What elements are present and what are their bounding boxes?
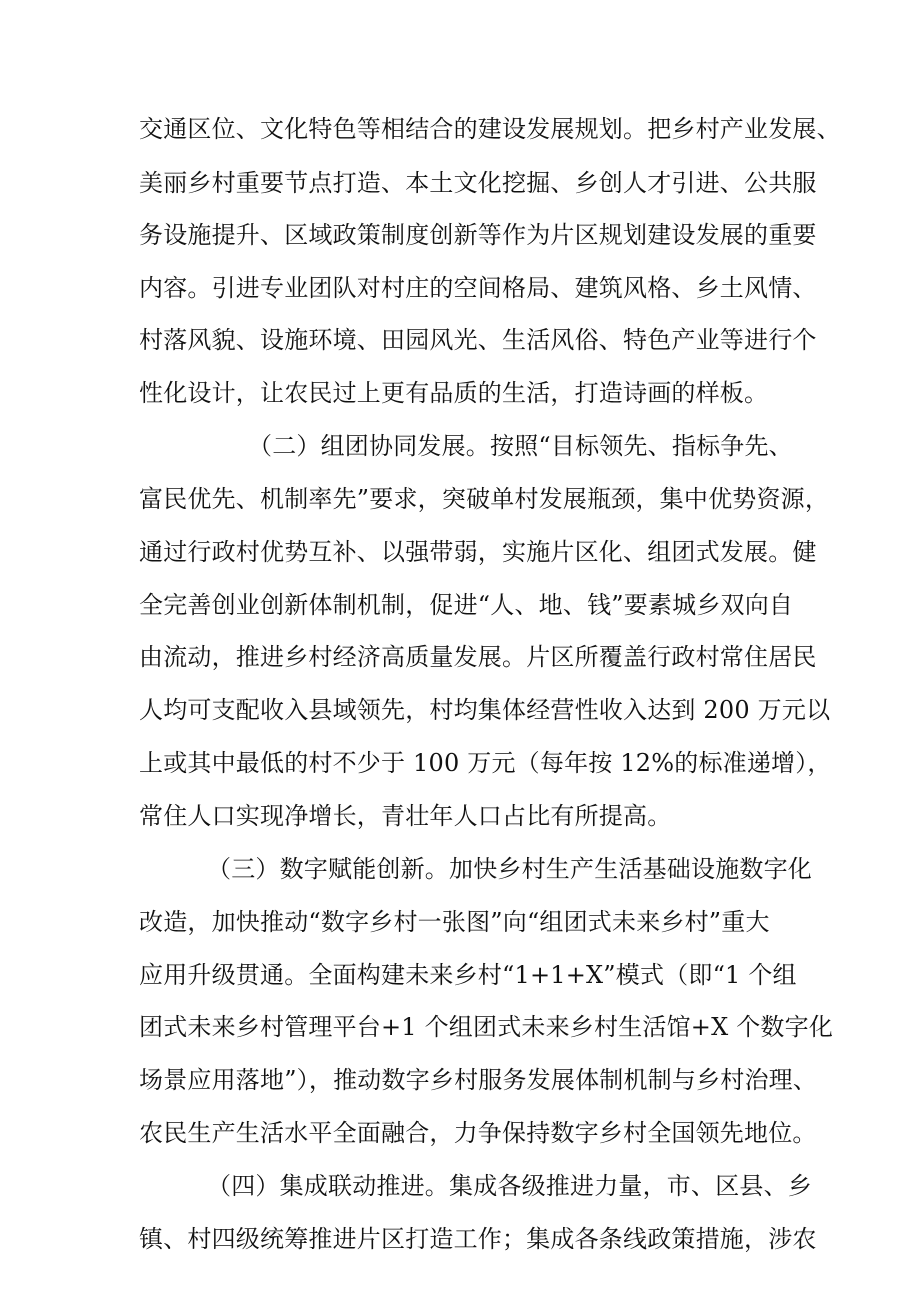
text-line: 应用升级贯通。全面构建未来乡村“1+1+X”模式（即“1 个组 [139, 961, 797, 989]
paragraph-heading-4: （四）集成联动推进。集成各级推进力量，市、区县、乡 [207, 1172, 812, 1200]
text-line: 团式未来乡村管理平台+1 个组团式未来乡村生活馆+X 个数字化 [139, 1013, 834, 1041]
text-line: 全完善创业创新体制机制，促进“人、地、钱”要素城乡双向自 [139, 591, 794, 619]
text-line: 内容。引进专业团队对村庄的空间格局、建筑风格、乡土风情、 [139, 274, 817, 302]
text-line: 人均可支配收入县域领先，村均集体经营性收入达到 200 万元以 [139, 696, 831, 724]
paragraph-heading-2: （二）组团协同发展。按照“目标领先、指标争先、 [248, 432, 793, 460]
text-line: 改造，加快推动“数字乡村一张图”向“组团式未来乡村”重大 [139, 908, 770, 936]
text-line: 常住人口实现净增长，青壮年人口占比有所提高。 [139, 802, 672, 830]
text-line: 务设施提升、区域政策制度创新等作为片区规划建设发展的重要 [139, 221, 817, 249]
text-line: 场景应用落地”），推动数字乡村服务发展体制机制与乡村治理、 [139, 1066, 818, 1094]
text-line: 性化设计，让农民过上更有品质的生活，打造诗画的样板。 [139, 379, 769, 407]
text-line: 镇、村四级统筹推进片区打造工作；集成各条线政策措施，涉农 [139, 1225, 817, 1253]
paragraph-heading-3: （三）数字赋能创新。加快乡村生产生活基础设施数字化 [207, 855, 812, 883]
text-line: 上或其中最低的村不少于 100 万元（每年按 12%的标准递增）， [139, 749, 832, 777]
text-line: 交通区位、文化特色等相结合的建设发展规划。把乡村产业发展、 [139, 115, 841, 143]
text-line: 村落风貌、设施环境、田园风光、生活风俗、特色产业等进行个 [139, 326, 817, 354]
text-line: 由流动，推进乡村经济高质量发展。片区所覆盖行政村常住居民 [139, 643, 817, 671]
text-line: 美丽乡村重要节点打造、本土文化挖掘、乡创人才引进、公共服 [139, 169, 817, 197]
text-line: 农民生产生活水平全面融合，力争保持数字乡村全国领先地位。 [139, 1119, 817, 1147]
text-line: 富民优先、机制率先”要求，突破单村发展瓶颈，集中优势资源， [139, 485, 830, 513]
text-line: 通过行政村优势互补、以强带弱，实施片区化、组团式发展。健 [139, 538, 817, 566]
